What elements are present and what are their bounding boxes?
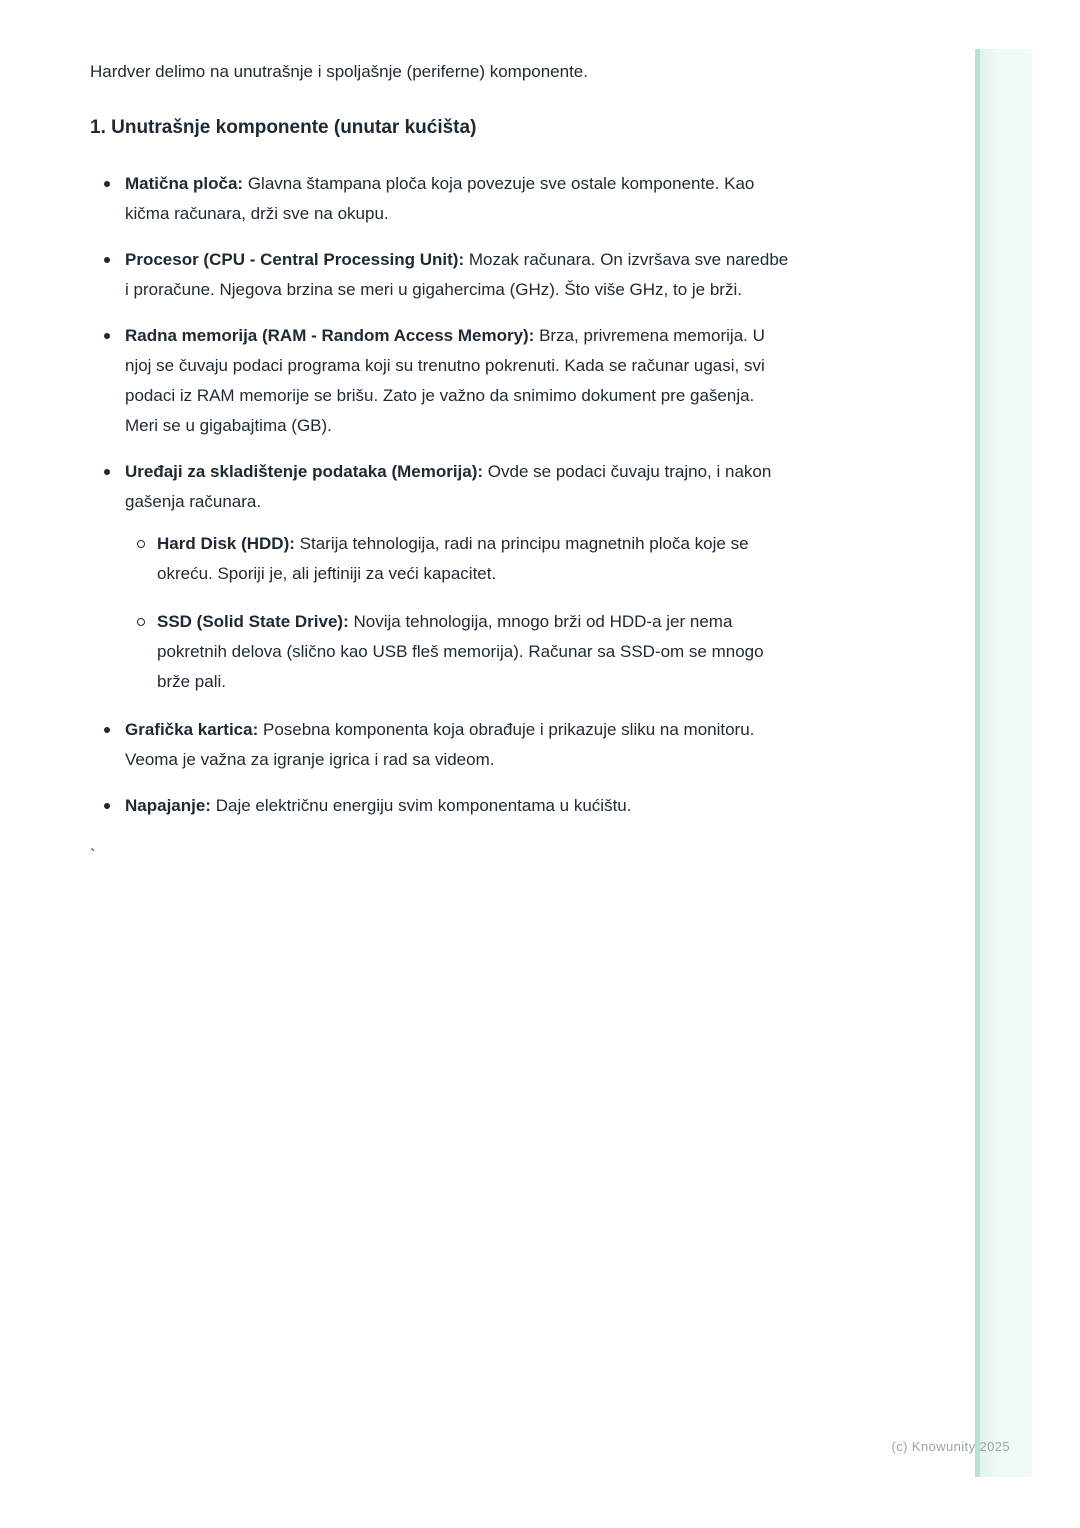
component-list <box>90 169 790 821</box>
item-desc: Novija tehnologija, mnogo brži od HDD-a jer nema pokretnih delova (slično kao USB fleš memorija). Računar sa SSD-om se mnogo brže pali. <box>157 612 764 691</box>
watermark: (c) Knowunity 2025 <box>891 1439 1010 1454</box>
item-desc: Mozak računara. On izvršava sve naredbe i proračune. Njegova brzina se meri u gigahercima (GHz). Što više GHz, to je brži. <box>125 250 789 299</box>
item-term: Hard Disk (HDD): <box>157 534 295 553</box>
list-item-procesor <box>125 245 790 305</box>
item-term: Matična ploča: <box>125 174 244 193</box>
item-desc: Ovde se podaci čuvaju trajno, i nakon gašenja računara. <box>125 462 772 511</box>
highlight-stripe <box>975 49 1032 1477</box>
sub-list-item-hdd <box>157 529 790 589</box>
list-item-napajanje <box>125 791 790 821</box>
item-term: Napajanje: <box>125 796 211 815</box>
item-desc: Brza, privremena memorija. U njoj se čuvaju podaci programa koji su trenutno pokrenuti. Kada se računar ugasi, svi podaci iz RAM memorije se brišu. Zato je važno da snimimo dokument pre gašenja. Meri se u gigabajtima (GB). <box>125 326 765 435</box>
item-desc: Posebna komponenta koja obrađuje i prikazuje sliku na monitoru. Veoma je važna za igranje igrica i rad sa videom. <box>125 720 755 769</box>
item-desc: Starija tehnologija, radi na principu magnetnih ploča koje se okreću. Sporiji je, ali jeftiniji za veći kapacitet. <box>157 534 749 583</box>
document-content <box>90 57 790 871</box>
stray-backtick: ` <box>90 846 96 865</box>
item-desc: Glavna štampana ploča koja povezuje sve ostale komponente. Kao kičma računara, drži sve na okupu. <box>125 174 755 223</box>
section-heading: 1. Unutrašnje komponente (unutar kućišta) <box>90 117 477 138</box>
item-term: Uređaji za skladištenje podataka (Memorija): <box>125 462 484 481</box>
item-term: Procesor (CPU - Central Processing Unit): <box>125 250 465 269</box>
item-term: SSD (Solid State Drive): <box>157 612 349 631</box>
item-term: Radna memorija (RAM - Random Access Memory): <box>125 326 535 345</box>
item-term: Grafička kartica: <box>125 720 259 739</box>
list-item-graficka-kartica <box>125 715 790 775</box>
storage-sub-list <box>125 529 790 697</box>
list-item-radna-memorija <box>125 321 790 441</box>
list-item-maticna-ploca <box>125 169 790 229</box>
sub-list-item-ssd <box>157 607 790 697</box>
intro-paragraph: Hardver delimo na unutrašnje i spoljašnje (periferne) komponente. <box>90 62 588 81</box>
item-desc: Daje električnu energiju svim komponentama u kućištu. <box>215 796 632 815</box>
list-item-skladistenje <box>125 457 790 697</box>
